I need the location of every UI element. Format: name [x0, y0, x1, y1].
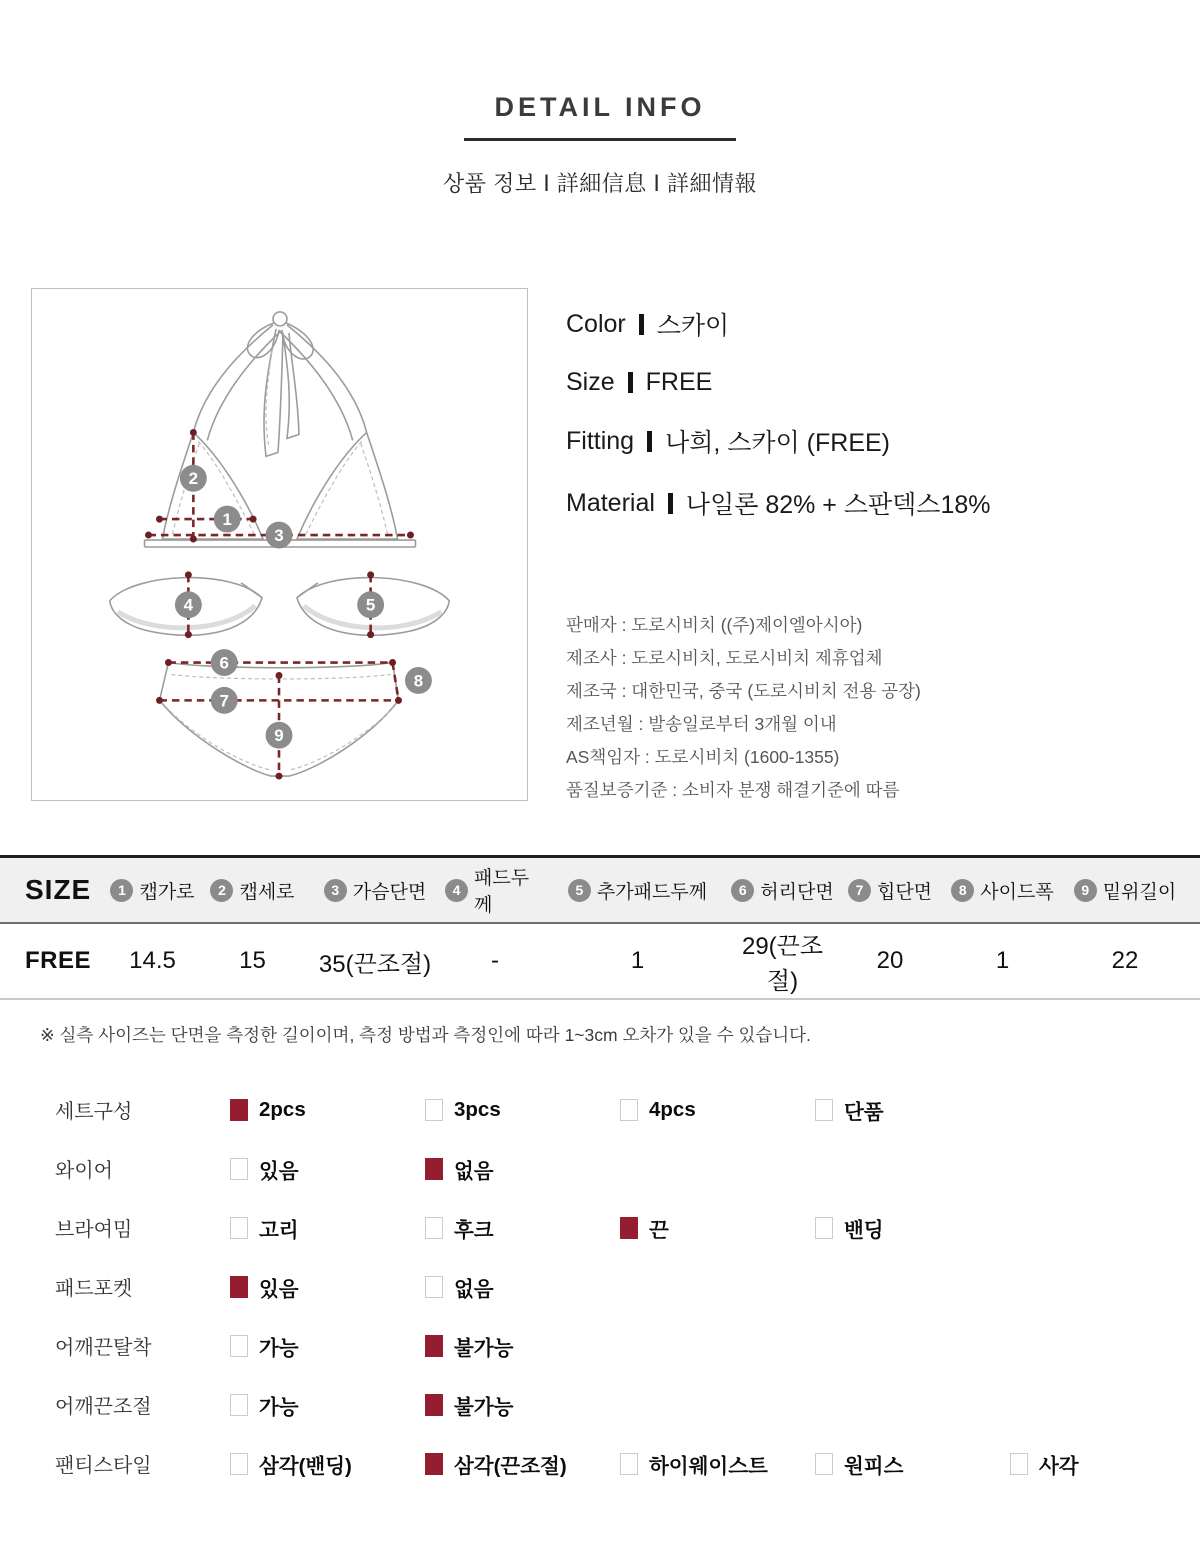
number-badge-icon: 5	[568, 879, 591, 902]
choice-label: 2pcs	[259, 1097, 306, 1121]
choice-label: 없음	[454, 1159, 494, 1183]
option-choice	[425, 1331, 620, 1361]
option-choice	[620, 1098, 815, 1122]
spec-value: 나일론 82% + 스판덱스18%	[685, 491, 991, 519]
choice-label: 삼각(밴딩)	[259, 1454, 352, 1478]
size-value: 29(끈조절)	[741, 933, 824, 995]
spec-separator	[628, 372, 633, 393]
checkbox-icon	[230, 1276, 248, 1298]
size-col-cap-height	[200, 877, 305, 904]
choice-label: 후크	[454, 1218, 494, 1242]
spec-color	[566, 306, 990, 342]
checkbox-icon	[815, 1217, 833, 1239]
seller-line: 제조국 : 대한민국, 중국 (도로시비치 전용 공장)	[566, 681, 921, 701]
size-col-hip	[835, 877, 945, 904]
measure-badge-9: 9	[274, 726, 284, 746]
option-row-pad-pocket	[0, 1257, 1200, 1316]
option-choice	[1010, 1449, 1200, 1479]
option-row-panty-style	[0, 1434, 1200, 1493]
size-col-label: 패드두께	[474, 868, 530, 916]
size-col-waist	[730, 877, 835, 904]
bikini-top-illustration	[145, 312, 416, 547]
measure-badge-6: 6	[219, 653, 229, 673]
page-title: DETAIL INFO	[494, 92, 706, 122]
option-row-wire	[0, 1139, 1200, 1198]
measure-badge-2: 2	[188, 469, 199, 489]
choice-label: 끈	[649, 1218, 669, 1242]
measure-badge-8: 8	[413, 671, 424, 691]
spec-separator	[647, 431, 652, 452]
size-value: 35(끈조절)	[318, 950, 432, 978]
size-col-label: 사이드폭	[980, 881, 1054, 903]
measure-badge-7: 7	[219, 691, 229, 711]
size-col-label: 밑위길이	[1102, 881, 1177, 903]
choice-label: 있음	[259, 1159, 299, 1183]
option-choice	[620, 1213, 815, 1243]
size-col-label: 가슴단면	[352, 881, 427, 903]
page-subtitle: 상품 정보 Ⅰ 詳細信息 Ⅰ 詳細情報	[442, 171, 758, 196]
size-col-label: 추가패드두께	[596, 881, 708, 903]
checkbox-icon	[425, 1158, 443, 1180]
spec-label: Color	[566, 309, 626, 338]
size-guide-diagram-box	[31, 288, 528, 801]
checkbox-icon	[230, 1394, 248, 1416]
measure-badge-1: 1	[222, 510, 232, 530]
product-info	[566, 288, 990, 807]
number-badge-icon: 6	[731, 879, 754, 902]
size-col-extra-pad	[545, 877, 730, 904]
size-guide-diagram	[32, 289, 527, 800]
size-col-label: 허리단면	[760, 881, 834, 903]
checkbox-icon	[815, 1453, 833, 1475]
checkbox-icon	[425, 1276, 443, 1298]
size-col-side-width	[945, 877, 1060, 904]
choice-label: 원피스	[844, 1454, 904, 1478]
option-choice	[230, 1390, 425, 1420]
number-badge-icon: 8	[951, 879, 974, 902]
spec-value: FREE	[645, 368, 713, 396]
checkbox-icon	[230, 1453, 248, 1475]
option-choice	[815, 1213, 1010, 1243]
checkbox-icon	[230, 1099, 248, 1121]
spec-label: Fitting	[566, 426, 635, 455]
choice-label: 4pcs	[649, 1097, 696, 1121]
choice-label: 없음	[454, 1277, 494, 1301]
option-label: 팬티스타일	[55, 1455, 152, 1477]
option-choice	[425, 1098, 620, 1122]
option-choice	[230, 1098, 425, 1122]
option-row-set	[0, 1080, 1200, 1139]
size-value: 15	[239, 947, 266, 974]
seller-line: 판매자 : 도로시비치 ((주)제이엘아시아)	[566, 615, 863, 635]
measure-badge-3: 3	[274, 526, 284, 546]
option-label: 패드포켓	[55, 1278, 133, 1300]
measurement-note: ※ 실측 사이즈는 단면을 측정한 길이이며, 측정 방법과 측정인에 따라 1~3cm 오차가 있을 수 있습니다.	[40, 1025, 811, 1045]
choice-label: 하이웨이스트	[649, 1454, 768, 1478]
option-choice	[425, 1213, 620, 1243]
size-col-label: 캡세로	[239, 881, 295, 903]
option-label: 어깨끈조절	[55, 1396, 152, 1418]
choice-label: 가능	[259, 1336, 299, 1360]
spec-value: 나희, 스카이 (FREE)	[665, 429, 891, 457]
spec-separator	[668, 493, 673, 514]
size-table-header	[0, 855, 1200, 924]
option-label: 어깨끈탈착	[55, 1337, 152, 1359]
size-value: 1	[995, 947, 1010, 974]
size-value: 20	[876, 947, 904, 974]
detail-info-header	[0, 0, 1200, 198]
option-choice	[425, 1154, 620, 1184]
choice-label: 가능	[259, 1395, 299, 1419]
size-col-rise	[1060, 877, 1190, 904]
seller-line: 제조년월 : 발송일로부터 3개월 이내	[566, 714, 837, 734]
size-value: 1	[630, 947, 645, 974]
checkbox-icon	[425, 1099, 443, 1121]
checkbox-icon	[620, 1453, 638, 1475]
checkbox-icon	[425, 1335, 443, 1357]
spec-label: Material	[566, 488, 655, 517]
choice-label: 삼각(끈조절)	[454, 1454, 567, 1478]
spec-separator	[639, 314, 644, 335]
checkbox-icon	[230, 1335, 248, 1357]
choice-label: 있음	[259, 1277, 299, 1301]
checkbox-icon	[230, 1158, 248, 1180]
measure-badge-4: 4	[183, 595, 194, 615]
option-row-strap-adjust	[0, 1375, 1200, 1434]
checkbox-icon	[425, 1453, 443, 1475]
spec-size	[566, 368, 990, 397]
checkbox-icon	[1010, 1453, 1028, 1475]
seller-line: 제조사 : 도로시비치, 도로시비치 제휴업체	[566, 648, 883, 668]
measure-badge-5: 5	[365, 595, 376, 615]
seller-line: 품질보증기준 : 소비자 분쟁 해결기준에 따름	[566, 780, 900, 800]
option-choice	[425, 1390, 620, 1420]
number-badge-icon: 7	[848, 879, 871, 902]
checkbox-icon	[230, 1217, 248, 1239]
size-col-chest	[305, 877, 445, 904]
choice-label: 사각	[1039, 1454, 1079, 1478]
checkbox-icon	[425, 1217, 443, 1239]
number-badge-icon: 9	[1074, 879, 1097, 902]
option-choice	[230, 1154, 425, 1184]
size-col-cap-width	[105, 877, 200, 904]
choice-label: 고리	[259, 1218, 299, 1242]
spec-material	[566, 485, 990, 521]
option-choice	[620, 1449, 815, 1479]
size-value: -	[491, 947, 499, 974]
number-badge-icon: 1	[110, 879, 133, 902]
spec-value: 스카이	[656, 312, 730, 340]
size-value: 14.5	[129, 947, 176, 974]
product-options	[0, 1080, 1200, 1493]
size-table-values-row	[0, 924, 1200, 1000]
option-choice	[425, 1272, 620, 1302]
seller-info	[566, 609, 990, 807]
choice-label: 불가능	[454, 1395, 514, 1419]
size-col-pad-thickness	[445, 863, 545, 917]
checkbox-icon	[425, 1394, 443, 1416]
size-col-label: 힙단면	[876, 881, 933, 903]
option-choice	[230, 1213, 425, 1243]
number-badge-icon: 3	[324, 879, 347, 902]
option-choice	[230, 1272, 425, 1302]
choice-label: 불가능	[454, 1336, 514, 1360]
size-table	[0, 855, 1200, 1000]
checkbox-icon	[620, 1217, 638, 1239]
spec-fitting	[566, 423, 990, 459]
option-row-bra-closure	[0, 1198, 1200, 1257]
size-table-title: SIZE	[25, 874, 92, 905]
option-choice	[230, 1331, 425, 1361]
option-label: 와이어	[55, 1160, 113, 1182]
number-badge-icon: 2	[210, 879, 233, 902]
option-row-strap-detach	[0, 1316, 1200, 1375]
spec-label: Size	[566, 368, 615, 396]
option-choice	[230, 1449, 425, 1479]
option-choice	[815, 1095, 1010, 1125]
title-underline	[464, 138, 736, 141]
size-row-label: FREE	[25, 947, 92, 974]
checkbox-icon	[815, 1099, 833, 1121]
number-badge-icon: 4	[445, 879, 468, 902]
choice-label: 단품	[844, 1100, 884, 1124]
option-choice	[815, 1449, 1010, 1479]
size-col-label: 캡가로	[139, 881, 195, 903]
choice-label: 3pcs	[454, 1097, 501, 1121]
option-label: 세트구성	[55, 1101, 133, 1123]
option-label: 브라여밈	[55, 1219, 133, 1241]
seller-line: AS책임자 : 도로시비치 (1600-1355)	[566, 747, 840, 767]
product-section	[0, 288, 1200, 807]
option-choice	[425, 1449, 620, 1479]
checkbox-icon	[620, 1099, 638, 1121]
choice-label: 밴딩	[844, 1218, 884, 1242]
size-value: 22	[1111, 947, 1139, 974]
